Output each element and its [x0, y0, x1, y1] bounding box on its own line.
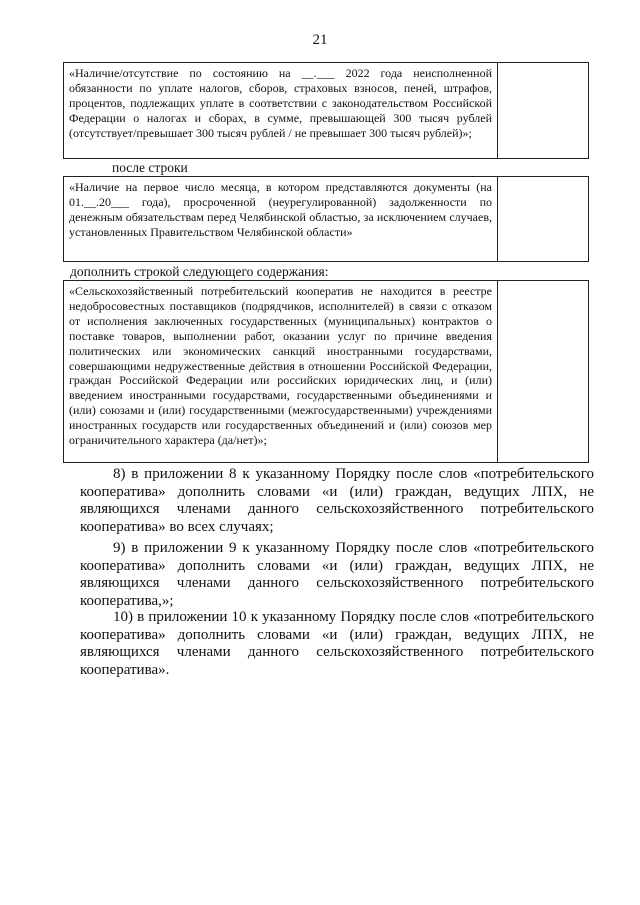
- paragraph-item-8: 8) в приложении 8 к указанному Порядку после слов «потребительского кооператива» дополнить словами «и (или) граждан, ведущих ЛПХ, не являющихся членами данного сельскохозяйственного потребительского кооператива» во всех случаях;: [80, 466, 594, 535]
- page-number: 21: [312, 32, 328, 48]
- instruction-after-row: после строки: [112, 160, 188, 175]
- table-cell-empty: [498, 177, 588, 261]
- table-cell-text: «Наличие на первое число месяца, в котором представляются документы (на 01.__.20___ года), просроченной (неурегулированной) задолженности по денежным обязательствам перед Челябинской областью, за исключением случаев, установленных Правительством Челябинской области»: [64, 177, 498, 261]
- table-cell-empty: [498, 63, 588, 158]
- paragraph-item-10: 10) в приложении 10 к указанному Порядку после слов «потребительского кооператива» дополнить словами «и (или) граждан, ведущих ЛПХ, не являющихся членами данного сельскохозяйственного потребительского кооператива».: [80, 609, 594, 678]
- table-cell-text: «Наличие/отсутствие по состоянию на __.___ 2022 года неисполненной обязанности по уплате налогов, сборов, страховых взносов, пеней, штрафов, процентов, подлежащих уплате в соответствии с законодательством Российской Федерации о налогах и сборах, в сумме, превышающей 300 тысяч рублей (отсутствует/превышает 300 тысяч рублей / не превышает 300 тысяч рублей)»;: [64, 63, 498, 158]
- table-cell-text: «Сельскохозяйственный потребительский кооператив не находится в реестре недобросовестных поставщиков (подрядчиков, исполнителей) в связи с отказом от исполнения заключенных государственных (муниципальных) контрактов о поставке товаров, выполнении работ, оказании услуг по причине введения политических или экономических санкций иностранными государствами, совершающими недружественные действия в отношении Российской Федерации, граждан Российской Федерации или российских юридических лиц, и (или) введением иностранными государствами, государственными объединениями и (или) союзами и (или) государственными (межгосударственными) учреждениями иностранных государств или государственных объединений и (или) союзов мер ограничительного характера (да/нет)»;: [64, 281, 498, 462]
- table-cell-empty: [498, 281, 588, 462]
- table-row-tax-debt: [63, 62, 589, 159]
- paragraph-item-9: 9) в приложении 9 к указанному Порядку после слов «потребительского кооператива» дополнить словами «и (или) граждан, ведущих ЛПХ, не являющихся членами данного сельскохозяйственного потребительского кооператива,»;: [80, 540, 594, 609]
- table-row-overdue-debt: [63, 176, 589, 262]
- instruction-add-row: дополнить строкой следующего содержания:: [70, 264, 329, 279]
- table-row-unfair-suppliers: [63, 280, 589, 463]
